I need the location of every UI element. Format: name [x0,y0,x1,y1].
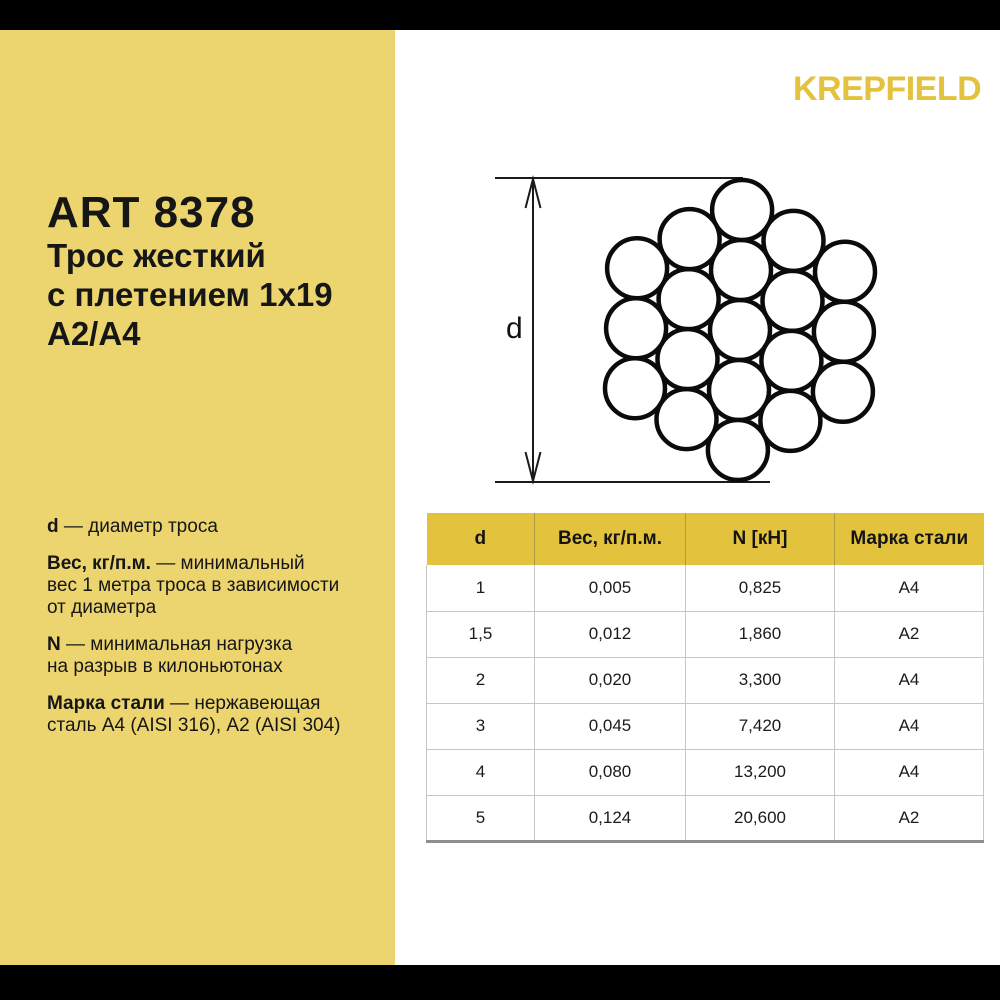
legend-item: N — минимальная нагрузка на разрыв в килоньютонах [47,634,293,677]
bottom-letterbox-bar [0,965,1000,1000]
table-cell: 0,080 [535,749,686,795]
table-row [427,657,984,703]
table-cell: 13,200 [686,749,835,795]
table-cell: 20,600 [686,795,835,841]
column-header-d: d [427,513,535,565]
table-row [427,795,984,841]
info-panel [0,30,395,965]
table-cell: 1,5 [427,611,535,657]
product-title-line: А2/А4 [47,315,141,352]
table-row [427,565,984,611]
table-cell: 3,300 [686,657,835,703]
table-cell: 4 [427,749,535,795]
table-cell: 5 [427,795,535,841]
wire-strands [605,180,875,480]
table-row [427,749,984,795]
table-cell: A4 [835,749,984,795]
legend [47,516,367,752]
product-title [47,236,333,353]
table-cell: A4 [835,657,984,703]
table-cell: 3 [427,703,535,749]
table-cell: 1,860 [686,611,835,657]
column-header-weight: Вес, кг/п.м. [535,513,686,565]
legend-item: d — диаметр троса [47,516,218,537]
column-header-steel: Марка стали [835,513,984,565]
table-row [427,703,984,749]
table-cell: 7,420 [686,703,835,749]
table-cell: 0,012 [535,611,686,657]
legend-term: N [47,634,61,655]
table-cell: A2 [835,611,984,657]
table-cell: 0,825 [686,565,835,611]
brand-logo: KREPFIELD [793,70,982,108]
legend-item: Марка стали — нержавеющая сталь А4 (AISI 316), А2 (AISI 304) [47,693,341,736]
header-row [427,513,984,565]
dimension-label: d [506,312,523,345]
legend-term: Вес, кг/п.м. [47,553,151,574]
table-cell: 2 [427,657,535,703]
table-cell: 0,005 [535,565,686,611]
spec-table [426,513,984,843]
article-number: ART 8378 [47,188,256,237]
table-cell: A2 [835,795,984,841]
cross-section-diagram [430,140,990,520]
table-cell: 0,045 [535,703,686,749]
legend-term: d [47,516,59,537]
table-cell: A4 [835,703,984,749]
product-title-line: Трос жесткий [47,237,266,274]
legend-item: Вес, кг/п.м. — минимальный вес 1 метра троса в зависимости от диаметра [47,553,340,618]
table-cell: A4 [835,565,984,611]
table-cell: 0,124 [535,795,686,841]
table-cell: 1 [427,565,535,611]
top-letterbox-bar [0,0,1000,30]
legend-term: Марка стали [47,693,165,714]
table-row [427,611,984,657]
column-header-load: N [кН] [686,513,835,565]
table-cell: 0,020 [535,657,686,703]
product-title-line: с плетением 1x19 [47,276,333,313]
